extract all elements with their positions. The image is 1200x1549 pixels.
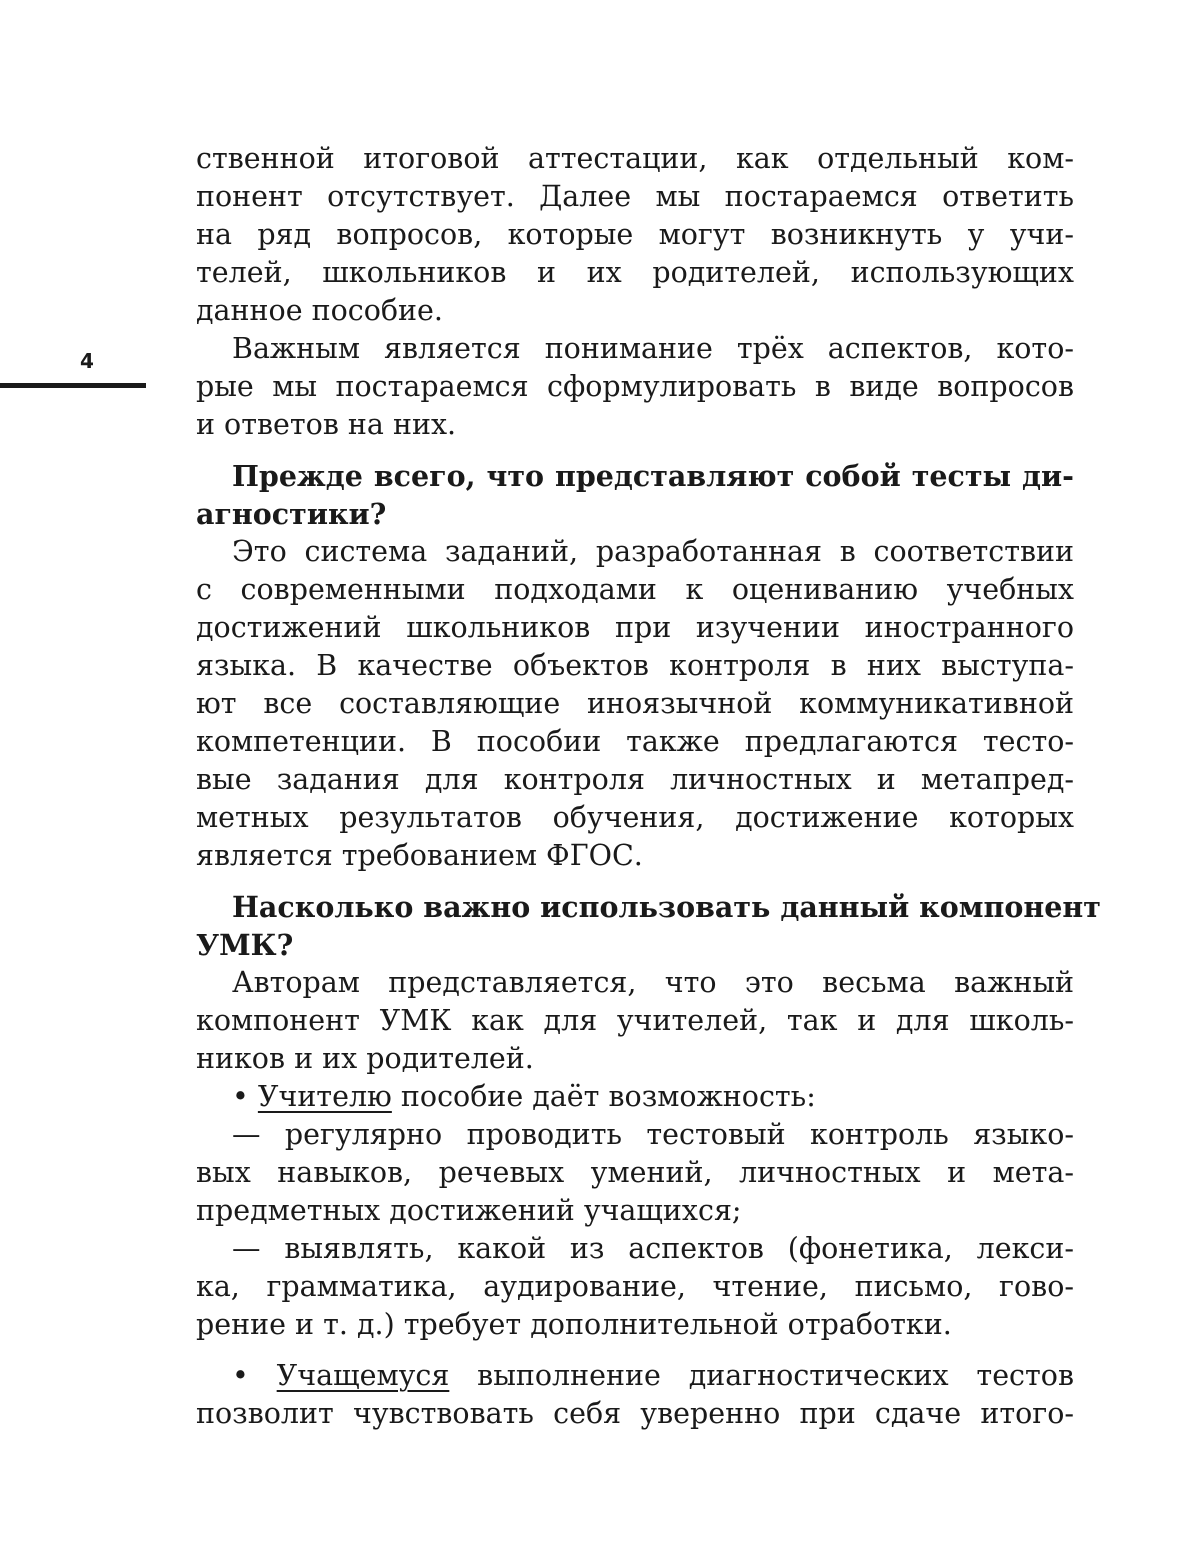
text-line: ка, грамматика, аудирование, чтение, письмо, гово- <box>196 1270 1074 1303</box>
bullet-icon: • <box>232 1080 249 1113</box>
text-line: компонент УМК как для учителей, так и для школь- <box>196 1004 1074 1037</box>
text-line: Прежде всего, что представляют собой тесты ди- <box>232 459 1074 493</box>
bullet-text: выполнение диагностических тестов <box>449 1359 1074 1392</box>
text-line <box>196 1357 1074 1395</box>
page-number: 4 <box>80 349 94 373</box>
bullet-icon: • <box>232 1359 249 1392</box>
text-line: вые задания для контроля личностных и метапред- <box>196 763 1074 796</box>
bullet-student <box>196 1357 1074 1433</box>
dash-item-2 <box>196 1230 1074 1344</box>
question-heading-2 <box>196 888 1101 964</box>
text-line: рение и т. д.) требует дополнительной отработки. <box>196 1308 952 1341</box>
bullet-term: Учителю <box>257 1080 392 1113</box>
text-line: Важным является понимание трёх аспектов, кото- <box>232 332 1074 365</box>
text-line: рые мы постараемся сформулировать в виде вопросов <box>196 370 1074 403</box>
text-line: компетенции. В пособии также предлагаются тесто- <box>196 725 1074 758</box>
text-line: метных результатов обучения, достижение которых <box>196 801 1074 834</box>
text-line: языка. В качестве объектов контроля в них выступа- <box>196 649 1074 682</box>
text-line: ют все составляющие иноязычной коммуникативной <box>196 687 1074 720</box>
bullet-term: Учащемуся <box>276 1359 450 1392</box>
text-column <box>196 140 1101 1433</box>
text-line: предметных достижений учащихся; <box>196 1194 742 1227</box>
text-line: телей, школьников и их родителей, использующих <box>196 256 1074 289</box>
text-line: является требованием ФГОС. <box>196 839 643 872</box>
paragraph-answer-1 <box>196 533 1074 875</box>
text-line: данное пособие. <box>196 294 443 327</box>
text-line: агностики? <box>196 497 387 531</box>
text-line: ственной итоговой аттестации, как отдельный ком- <box>196 142 1074 175</box>
text-line: УМК? <box>196 928 294 962</box>
text-line: позволит чувствовать себя уверенно при сдаче итого- <box>196 1397 1074 1430</box>
text-line: и ответов на них. <box>196 408 457 441</box>
paragraph-intro <box>196 140 1074 330</box>
text-line: — регулярно проводить тестовый контроль языко- <box>232 1118 1074 1151</box>
text-line: вых навыков, речевых умений, личностных и мета- <box>196 1156 1074 1189</box>
text-line: Это система заданий, разработанная в соответствии <box>232 535 1074 568</box>
text-line: Авторам представляется, что это весьма важный <box>232 966 1074 999</box>
text-line: с современными подходами к оцениванию учебных <box>196 573 1074 606</box>
text-line: — выявлять, какой из аспектов (фонетика, лекси- <box>232 1232 1074 1265</box>
paragraph-answer-2 <box>196 964 1074 1078</box>
text-line <box>196 1078 1074 1116</box>
question-heading-1 <box>196 457 1074 533</box>
text-line: достижений школьников при изучении иностранного <box>196 611 1074 644</box>
text-line: ников и их родителей. <box>196 1042 534 1075</box>
text-line: на ряд вопросов, которые могут возникнуть у учи- <box>196 218 1074 251</box>
paragraph-aspects <box>196 330 1074 444</box>
dash-item-1 <box>196 1116 1074 1230</box>
text-line: понент отсутствует. Далее мы постараемся ответить <box>196 180 1074 213</box>
bullet-teacher <box>196 1078 1074 1116</box>
bullet-text: пособие даёт возможность: <box>391 1080 816 1113</box>
page-number-rule <box>0 383 146 388</box>
text-line: Насколько важно использовать данный компонент <box>232 890 1101 924</box>
